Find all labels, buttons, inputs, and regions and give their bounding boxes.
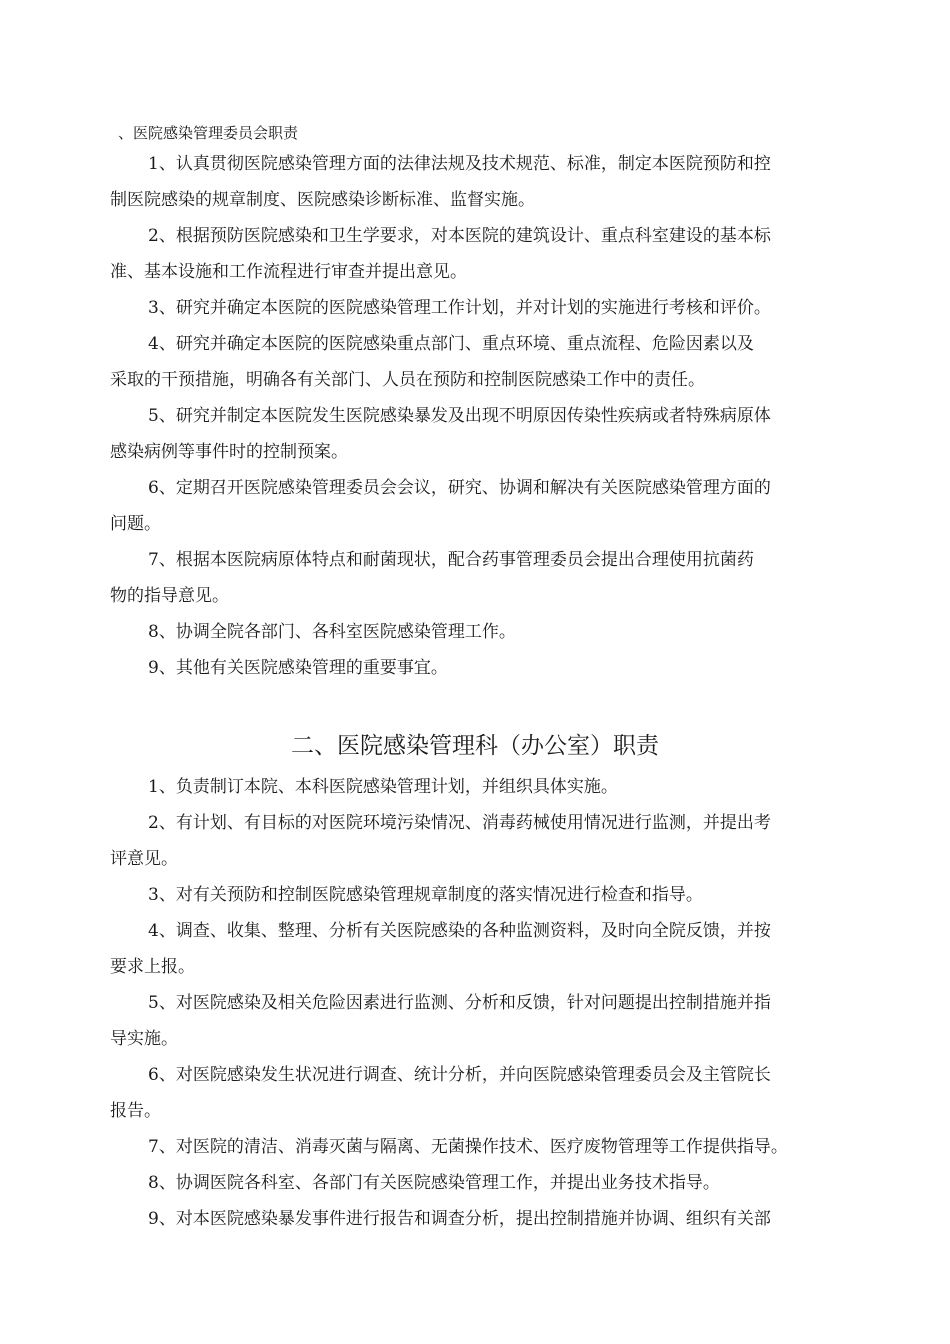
list-item: 7、根据本医院病原体特点和耐菌现状，配合药事管理委员会提出合理使用抗菌药 物的指导意见。 (110, 550, 754, 606)
list-item: 3、对有关预防和控制医院感染管理规章制度的落实情况进行检查和指导。 (148, 885, 703, 905)
section1-title: 、医院感染管理委员会职责 (118, 124, 299, 142)
list-item: 2、根据预防医院感染和卫生学要求，对本医院的建筑设计、重点科室建设的基本标 准、基本设施和工作流程进行审查并提出意见。 (110, 226, 771, 282)
section2-title: 二、医院感染管理科（办公室）职责 (291, 733, 659, 759)
list-item: 8、协调医院各科室、各部门有关医院感染管理工作，并提出业务技术指导。 (148, 1173, 720, 1193)
list-item: 8、协调全院各部门、各科室医院感染管理工作。 (148, 622, 516, 642)
list-item: 1、认真贯彻医院感染管理方面的法律法规及技术规范、标准，制定本医院预防和控 制医院感染的规章制度、医院感染诊断标准、监督实施。 (110, 154, 771, 210)
section1-list (110, 146, 860, 686)
list-item: 5、研究并制定本医院发生医院感染暴发及出现不明原因传染性疾病或者特殊病原体 感染病例等事件时的控制预案。 (110, 406, 771, 462)
list-item: 9、其他有关医院感染管理的重要事宜。 (148, 658, 448, 678)
list-item: 4、调查、收集、整理、分析有关医院感染的各种监测资料，及时向全院反馈，并按 要求上报。 (110, 921, 771, 977)
list-item: 4、研究并确定本医院的医院感染重点部门、重点环境、重点流程、危险因素以及 采取的干预措施，明确各有关部门、人员在预防和控制医院感染工作中的责任。 (110, 334, 754, 390)
section2-list (110, 769, 860, 1237)
list-item: 1、负责制订本院、本科医院感染管理计划，并组织具体实施。 (148, 777, 618, 797)
list-item: 7、对医院的清洁、消毒灭菌与隔离、无菌操作技术、医疗废物管理等工作提供指导。 (148, 1137, 788, 1157)
list-item: 6、对医院感染发生状况进行调查、统计分析，并向医院感染管理委员会及主管院长 报告。 (110, 1065, 771, 1121)
list-item: 3、研究并确定本医院的医院感染管理工作计划，并对计划的实施进行考核和评价。 (148, 298, 771, 318)
list-item: 9、对本医院感染暴发事件进行报告和调查分析，提出控制措施并协调、组织有关部 (148, 1209, 771, 1229)
list-item: 2、有计划、有目标的对医院环境污染情况、消毒药械使用情况进行监测，并提出考 评意见。 (110, 813, 771, 869)
list-item: 5、对医院感染及相关危险因素进行监测、分析和反馈，针对问题提出控制措施并指 导实施。 (110, 993, 771, 1049)
list-item: 6、定期召开医院感染管理委员会会议，研究、协调和解决有关医院感染管理方面的 问题。 (110, 478, 771, 534)
